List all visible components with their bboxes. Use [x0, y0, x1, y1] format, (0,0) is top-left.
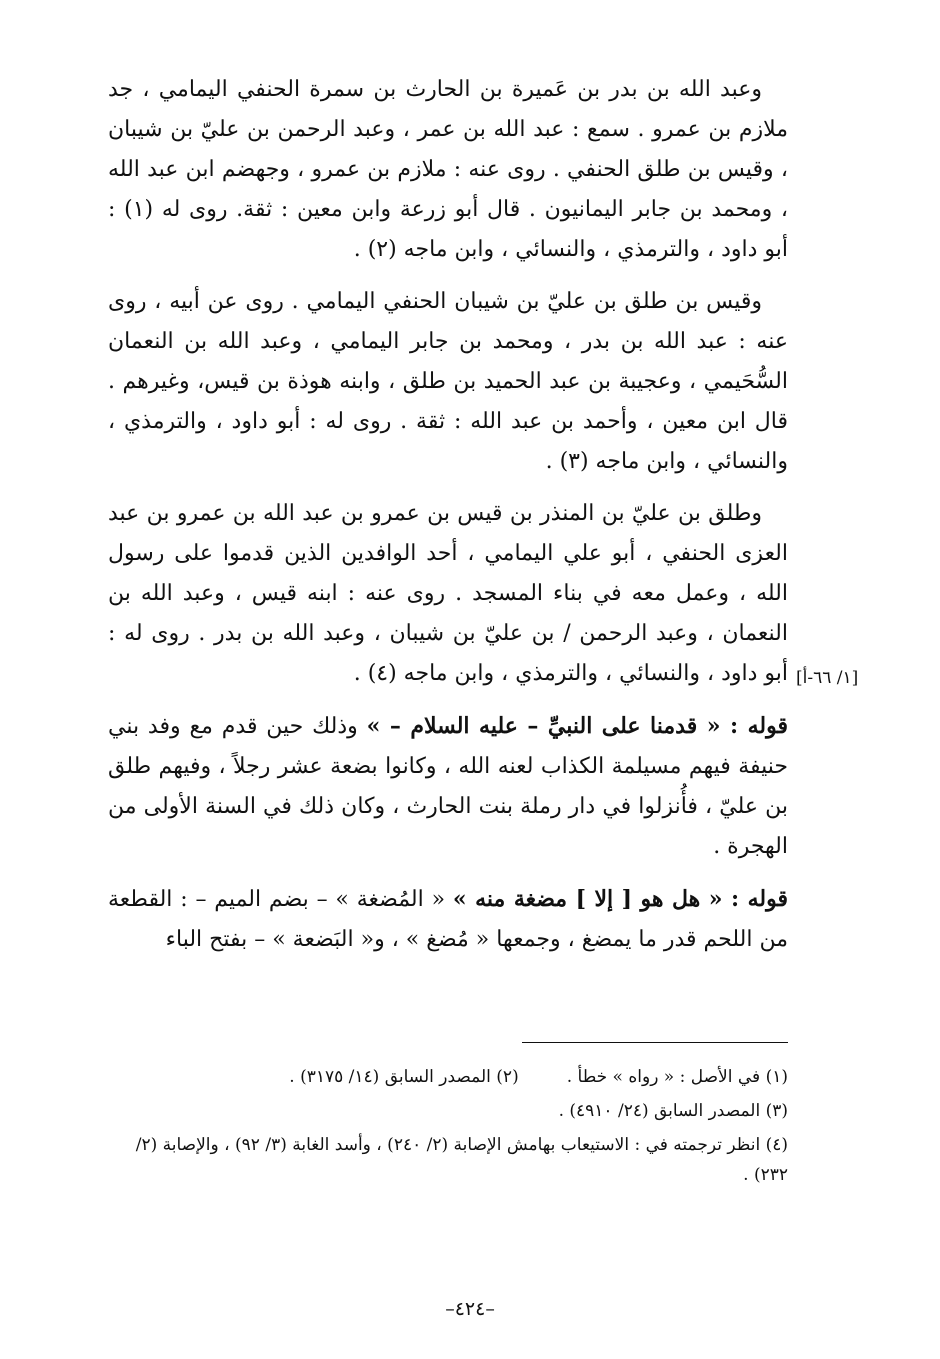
- quote-label: قوله : « هل هو [ إلا ] مضغة منه »: [452, 886, 788, 912]
- commentary-text: وذلك حين قدم مع وفد بني حنيفة فيهم مسيلمة الكذاب لعنه الله ، وكانوا بضعة عشر رجلاً ، وفيهم طلق بن عليّ ، فأُنزلوا في دار رملة بنت الحارث ، وكان ذلك في السنة الأولى من الهجرة .: [108, 714, 788, 859]
- paragraph-talq-ibn-ali: وطلق بن عليّ بن المنذر بن قيس بن عمرو بن عبد الله بن عمرو بن عبد العزى الحنفي ، أبو علي اليمامي ، أحد الوافدين الذين قدموا على رسول الله ، وعمل معه في بناء المسجد . روى عنه : ابنه قيس ، وعبد الله بن النعمان ، وعبد الرحمن / بن عليّ بن شيبان ، وعبد الله بن بدر . روى له : أبو داود ، والنسائي ، والترمذي ، وابن ماجه (٤) .: [108, 501, 788, 686]
- footnotes: [108, 1062, 788, 1194]
- paragraph-commentary-mudgha: [108, 879, 788, 960]
- paragraph-commentary-arrival: [108, 706, 788, 867]
- footnote-row: [108, 1062, 788, 1092]
- quote-label: قوله : « قدمنا على النبيِّ – عليه السلام – »: [366, 713, 788, 739]
- commentary-text: « المُضغة » – بضم الميم – : القطعة من اللحم قدر ما يمضغ ، وجمعها « مُضغ » ، و« البَضعة » – بفتح الباء: [108, 887, 788, 952]
- paragraph-abdullah-ibn-badr: وعبد الله بن بدر بن عَميرة بن الحارث بن سمرة الحنفي اليمامي ، جد ملازم بن عمرو . سمع : عبد الله بن عمر ، وعبد الرحمن بن عليّ بن شيبان ، وقيس بن طلق الحنفي . روى عنه : ملازم بن عمرو ، وجهضم ابن عبد الله ، ومحمد بن جابر اليمانيون . قال أبو زرعة وابن معين : ثقة. روى له (١) : أبو داود ، والترمذي ، والنسائي ، وابن ماجه (٢) .: [108, 77, 788, 262]
- paragraph-qays-ibn-talq: وقيس بن طلق بن عليّ بن شيبان الحنفي اليمامي . روى عن أبيه ، روى عنه : عبد الله بن بدر ، ومحمد بن جابر اليمامي ، وعبد الله بن النعمان السُّحَيمي ، وعجيبة بن عبد الحميد بن طلق ، وابنه هوذة بن قيس، وغيرهم . قال ابن معين ، وأحمد بن عبد الله : ثقة . روى له : أبو داود ، والترمذي ، والنسائي ، وابن ماجه (٣) .: [108, 289, 788, 474]
- footnote-4: (٤) انظر ترجمته في : الاستيعاب بهامش الإصابة (٢/ ٢٤٠) ، وأسد الغابة (٣/ ٩٢) ، والإصابة (٢/ ٢٣٢) .: [135, 1135, 788, 1185]
- page-number: –٤٢٤–: [445, 1298, 495, 1320]
- footnote-3: (٣) المصدر السابق (٢٤/ ٤٩١٠) .: [558, 1101, 788, 1121]
- main-text: [108, 70, 788, 972]
- manuscript-folio-marker: [١/ ٦٦-أ]: [796, 668, 859, 688]
- footnote-divider: [522, 1042, 788, 1043]
- footnote-2: (٢) المصدر السابق (١٤/ ٣١٧٥) .: [289, 1067, 519, 1087]
- footnote-1: (١) في الأصل : « رواه » خطأ .: [566, 1067, 788, 1087]
